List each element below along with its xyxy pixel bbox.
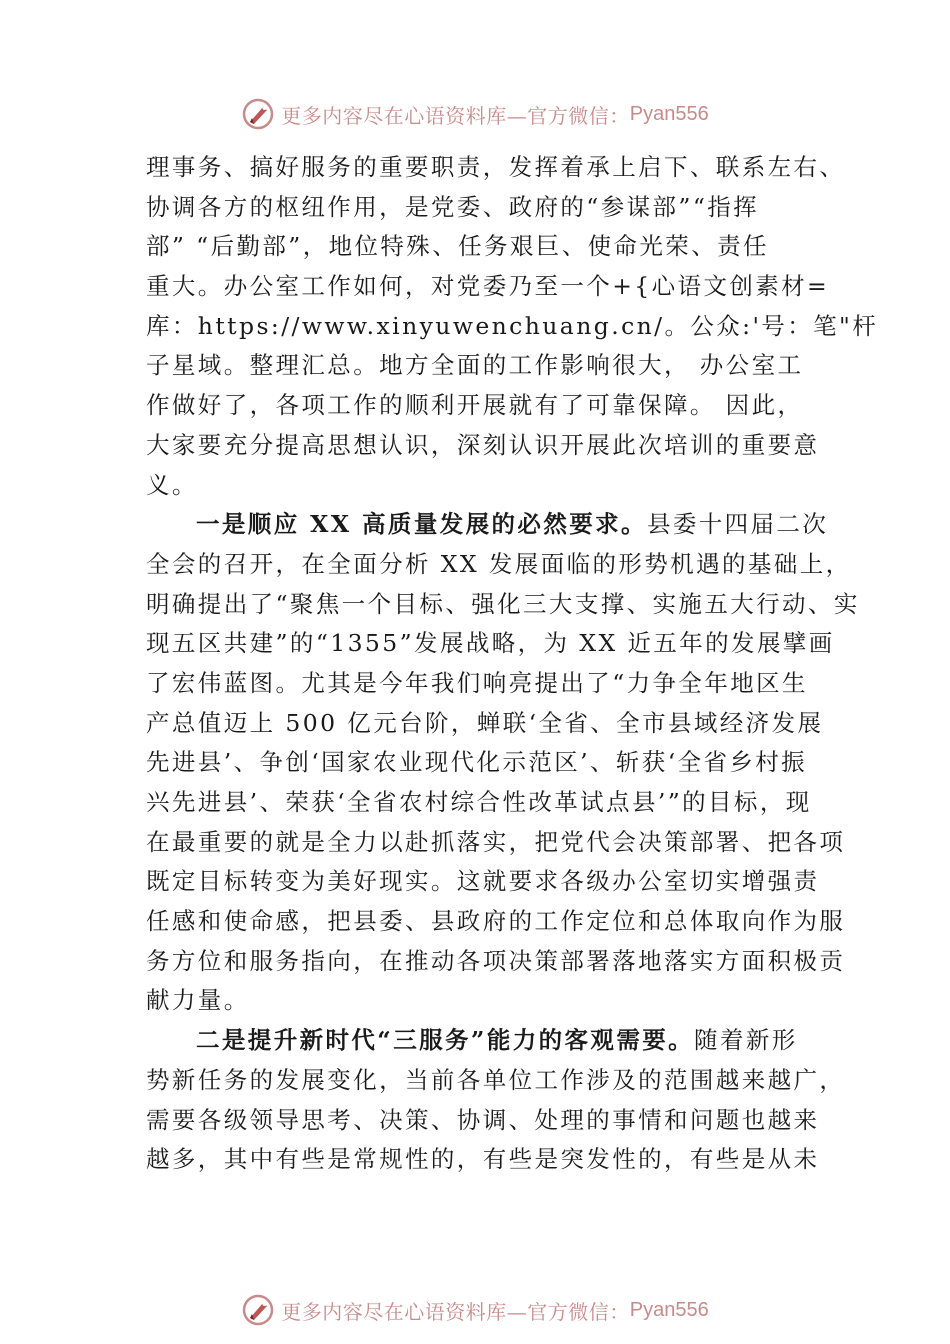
paragraph-1-first-line	[146, 505, 829, 545]
text-line: 现五区共建”的“1355”发展战略，为 XX 近五年的发展擘画	[146, 629, 835, 658]
text-line: 明确提出了“聚焦一个目标、强化三大支撑、实施五大行动、实	[146, 589, 860, 618]
text-line: 先进县’、争创‘国家农业现代化示范区’、斩获‘全省乡村振	[146, 748, 808, 777]
text-line: 义。	[146, 470, 198, 499]
text-line: 越多，其中有些是常规性的，有些是突发性的，有些是从未	[146, 1145, 820, 1174]
text-line: 势新任务的发展变化，当前各单位工作涉及的范围越来越广，	[146, 1065, 846, 1094]
text-line: 任感和使命感，把县委、县政府的工作定位和总体取向作为服	[146, 907, 846, 936]
text-line: 了宏伟蓝图。尤其是今年我们响亮提出了“力争全年地区生	[146, 668, 808, 697]
text-line: 在最重要的就是全力以赴抓落实，把党代会决策部署、把各项	[146, 827, 846, 856]
text-line: 需要各级领导思考、决策、协调、处理的事情和问题也越来	[146, 1105, 820, 1134]
text-line: 既定目标转变为美好现实。这就要求各级办公室切实增强责	[146, 867, 820, 896]
header-banner	[0, 94, 950, 134]
banner-text: 更多内容尽在心语资料库—官方微信：	[281, 103, 630, 128]
paragraph-1-heading: 一是顺应 XX 高质量发展的必然要求。	[196, 510, 647, 539]
text-line: 协调各方的枢纽作用，是党委、政府的“参谋部”“指挥	[146, 192, 760, 221]
text-line: 务方位和服务指向，在推动各项决策部署落地落实方面积极贡	[146, 946, 846, 975]
paragraph-2-first-line	[146, 1021, 826, 1061]
text-line: 大家要充分提高思想认识，深刻认识开展此次培训的重要意	[146, 430, 820, 459]
text-line: 重大。办公室工作如何，对党委乃至一个+{心语文创素材=	[146, 272, 830, 301]
text-line: 兴先进县’、荣获‘全省农村综合性改革试点县’”的目标，现	[146, 788, 812, 816]
footer-banner	[0, 1290, 950, 1330]
pen-nib-circle-logo-icon	[241, 97, 275, 131]
banner-text: 更多内容尽在心语资料库—官方微信：	[281, 1299, 630, 1324]
text-line: 理事务、搞好服务的重要职责，发挥着承上启下、联系左右、	[146, 153, 846, 181]
paragraph-2-heading: 二是提升新时代“三服务”能力的客观需要。	[196, 1026, 695, 1055]
banner-wechat-id: Pyan556	[629, 102, 709, 125]
pen-nib-circle-logo-icon	[241, 1293, 275, 1327]
text-line: 产总值迈上 500 亿元台阶，蝉联‘全省、全市县域经济发展	[146, 708, 824, 737]
paragraph-2-first-tail: 随着新形	[694, 1026, 798, 1055]
text-line: 献力量。	[146, 986, 250, 1015]
document-body	[146, 148, 879, 1180]
text-line: 子星域。整理汇总。地方全面的工作影响很大， 办公室工	[146, 351, 804, 380]
text-line: 部” “后勤部”，地位特殊、任务艰巨、使命光荣、责任	[146, 232, 769, 261]
text-line: 库：https://www.xinyuwenchuang.cn/。公众:'号：笔"杆	[146, 311, 879, 340]
text-line: 全会的召开，在全面分析 XX 发展面临的形势机遇的基础上，	[146, 549, 852, 578]
text-line: 作做好了，各项工作的顺利开展就有了可靠保障。 因此，	[146, 391, 804, 420]
banner-wechat-id: Pyan556	[629, 1298, 709, 1321]
paragraph-1-first-tail: 县委十四届二次	[646, 510, 829, 539]
